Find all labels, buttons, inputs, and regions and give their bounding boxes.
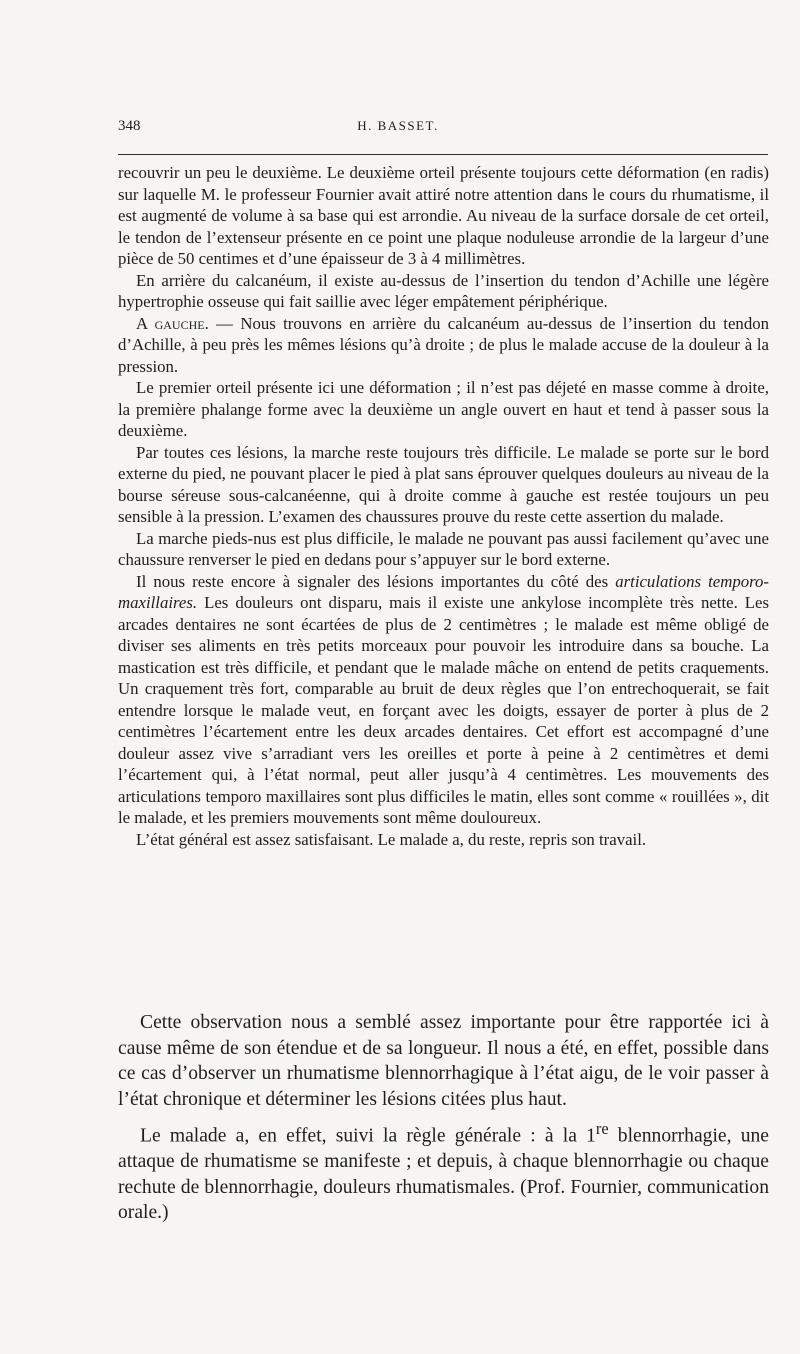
paragraph: recouvrir un peu le deuxième. Le deuxième orteil présente toujours cette déformation (en radis) sur laquelle M. le professeur Fournier avait attiré notre attention dans le cours du rhumatisme, il est augmenté de volume à sa base qui est arrondie. Au niveau de la surface dorsale de cet orteil, le tendon de l’extenseur présente en ce point une plaque noduleuse arrondie de la largeur d’une pièce de 50 centimes et d’une épaisseur de 3 à 4 millimètres. [118,163,769,268]
paragraph: L’état général est assez satisfaisant. Le malade a, du reste, repris son travail. [136,829,647,849]
section-lead: A gauche. [136,313,209,333]
paragraph: Le malade a, en effet, suivi la règle générale : à la 1re blennorrhagie, une attaque de rhumatisme se manifeste ; et depuis, à chaque blennorrhagie ou chaque rechute de blennorrhagie, douleurs rhumatismales. (Prof. Fournier, communication orale.) [118,1119,769,1224]
observation-text [118,162,769,850]
paragraph: A gauche. — Nous trouvons en arrière du calcanéum au-dessus de l’insertion du tendon d’Achille, à peu près les mêmes lésions qu’à droite ; de plus le malade accuse de la douleur à la pression. [118,313,769,376]
running-title: H. BASSET. [357,118,439,133]
paragraph: Cette observation nous a semblé assez importante pour être rapportée ici à cause même de son étendue et de sa longueur. Il nous a été, en effet, possible dans ce cas d’observer un rhumatisme blennorrhagique à l’état aigu, de le voir passer à l’état chronique et déterminer les lésions citées plus haut. [118,1012,769,1110]
superscript: re [595,1119,609,1138]
paragraph: En arrière du calcanéum, il existe au-dessus de l’insertion du tendon d’Achille une légère hypertrophie osseuse qui fait saillie avec léger empâtement périphérique. [118,270,769,311]
running-header [118,118,768,140]
paragraph: Le premier orteil présente ici une déformation ; il n’est pas déjeté en masse comme à droite, la première phalange forme avec la deuxième un angle ouvert en haut et tend à passer sous la deuxième. [118,378,769,440]
commentary-text [118,1010,769,1226]
paragraph: Par toutes ces lésions, la marche reste toujours très difficile. Le malade se porte sur le bord externe du pied, ne pouvant placer le pied à plat sans éprouver quelques douleurs au niveau de la bourse séreuse sous-calcanéenne, qui à droite comme à gauche est restée toujours un peu sensible à la pression. L’examen des chaussures prouve du reste cette assertion du malade. [118,442,769,526]
header-rule [118,154,768,155]
paragraph: Il nous reste encore à signaler des lésions importantes du côté des articulations temporo-maxillaires. Les douleurs ont disparu, mais il existe une ankylose incomplète très nette. Les arcades dentaires ne sont écartées de plus de 2 centimètres ; le malade est même obligé de diviser ses aliments en très petits morceaux pour pouvoir les introduire dans sa bouche. La mastication est très difficile, et pendant que le malade mâche on entend de petits craquements. Un craquement très fort, comparable au bruit de deux règles que l’on entrechoquerait, se fait entendre lorsque le malade veut, en forçant avec les doigts, essayer de porter à plus de 2 centimètres l’écartement entre les deux arcades dentaires. Cet effort est accompagné d’une douleur assez vive s’arradiant vers les oreilles et porte à peine à 2 centimètres et demi l’écartement qui, à l’état normal, peut aller jusqu’à 4 centimètres. Les mouvements des articulations temporo maxillaires sont plus difficiles le matin, elles sont comme « rouillées », dit le malade, et les premiers mouvements sont même douloureux. [118,571,769,827]
paragraph: La marche pieds-nus est plus difficile, le malade ne pouvant pas aussi facilement qu’avec une chaussure renverser le pied en dedans pour s’appuyer sur le bord externe. [118,528,769,569]
italic-term: articulations temporo-maxillaires. [118,571,769,612]
page-number: 348 [118,118,141,134]
